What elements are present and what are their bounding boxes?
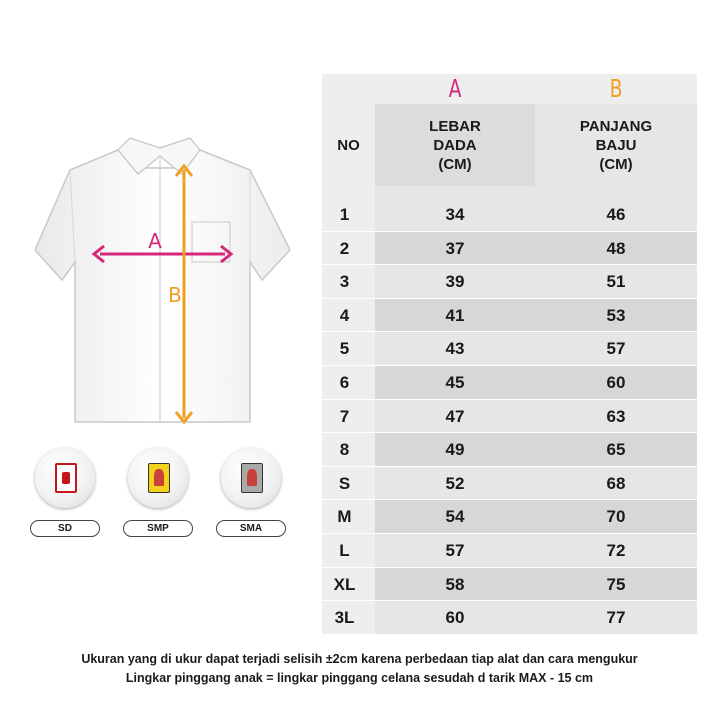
header-b-line3: (CM) bbox=[599, 155, 633, 173]
size-no-cell: 8 bbox=[322, 433, 375, 466]
lebar-dada-cell: 49 bbox=[375, 433, 535, 466]
table-row bbox=[322, 400, 697, 434]
table-row bbox=[322, 265, 697, 299]
table-body bbox=[322, 198, 697, 635]
header-no: NO bbox=[322, 104, 375, 186]
label-a: A bbox=[148, 229, 162, 253]
smp-emblem-icon bbox=[148, 463, 170, 493]
shirt-illustration bbox=[0, 130, 310, 430]
lebar-dada-cell: 54 bbox=[375, 500, 535, 533]
size-no-cell: 7 bbox=[322, 400, 375, 433]
note-line-1: Ukuran yang di ukur dapat terjadi selisih ±2cm karena perbedaan tiap alat dan cara mengukur bbox=[81, 652, 638, 666]
lebar-dada-cell: 57 bbox=[375, 534, 535, 567]
lebar-dada-cell: 58 bbox=[375, 568, 535, 601]
sd-emblem-icon bbox=[55, 463, 77, 493]
panjang-baju-cell: 46 bbox=[535, 198, 697, 231]
badge-sma[interactable] bbox=[216, 448, 286, 548]
badge-label: SD bbox=[30, 520, 100, 537]
lebar-dada-cell: 41 bbox=[375, 299, 535, 332]
column-letter-row bbox=[322, 74, 697, 104]
size-no-cell: 2 bbox=[322, 232, 375, 265]
lebar-dada-cell: 60 bbox=[375, 601, 535, 634]
header-lebar-dada bbox=[375, 104, 535, 186]
badge-label: SMA bbox=[216, 520, 286, 537]
panjang-baju-cell: 48 bbox=[535, 232, 697, 265]
table-row bbox=[322, 534, 697, 568]
lebar-dada-cell: 52 bbox=[375, 467, 535, 500]
column-letter-a: A bbox=[448, 74, 462, 103]
table-row bbox=[322, 198, 697, 232]
table-row bbox=[322, 568, 697, 602]
shirt-icon bbox=[0, 130, 310, 430]
size-no-cell: 5 bbox=[322, 332, 375, 365]
size-no-cell: S bbox=[322, 467, 375, 500]
size-no-cell: 4 bbox=[322, 299, 375, 332]
lebar-dada-cell: 43 bbox=[375, 332, 535, 365]
table-row bbox=[322, 232, 697, 266]
size-no-cell: 1 bbox=[322, 198, 375, 231]
lebar-dada-cell: 39 bbox=[375, 265, 535, 298]
panjang-baju-cell: 77 bbox=[535, 601, 697, 634]
lebar-dada-cell: 34 bbox=[375, 198, 535, 231]
sma-emblem-icon bbox=[241, 463, 263, 493]
table-row bbox=[322, 299, 697, 333]
panjang-baju-cell: 68 bbox=[535, 467, 697, 500]
panjang-baju-cell: 63 bbox=[535, 400, 697, 433]
header-a-line1: LEBAR bbox=[429, 117, 481, 135]
header-a-line2: DADA bbox=[433, 136, 477, 154]
panjang-baju-cell: 51 bbox=[535, 265, 697, 298]
note-line-2: Lingkar pinggang anak = lingkar pinggang celana sesudah d tarik MAX - 15 cm bbox=[125, 671, 594, 685]
school-level-badges bbox=[20, 448, 310, 548]
table-row bbox=[322, 366, 697, 400]
footer-notes bbox=[0, 650, 719, 688]
panjang-baju-cell: 70 bbox=[535, 500, 697, 533]
table-row bbox=[322, 500, 697, 534]
label-b: B bbox=[168, 283, 182, 307]
panjang-baju-cell: 53 bbox=[535, 299, 697, 332]
size-no-cell: M bbox=[322, 500, 375, 533]
size-no-cell: L bbox=[322, 534, 375, 567]
badge-circle bbox=[35, 448, 95, 508]
header-a-line3: (CM) bbox=[438, 155, 472, 173]
panjang-baju-cell: 72 bbox=[535, 534, 697, 567]
badge-sd[interactable] bbox=[30, 448, 100, 548]
lebar-dada-cell: 45 bbox=[375, 366, 535, 399]
panjang-baju-cell: 75 bbox=[535, 568, 697, 601]
table-row bbox=[322, 332, 697, 366]
column-letter-b: B bbox=[609, 74, 623, 103]
letter-spacer bbox=[322, 74, 375, 104]
table-row bbox=[322, 601, 697, 635]
size-no-cell: 3 bbox=[322, 265, 375, 298]
panjang-baju-cell: 65 bbox=[535, 433, 697, 466]
badge-circle bbox=[221, 448, 281, 508]
badge-smp[interactable] bbox=[123, 448, 193, 548]
size-no-cell: 6 bbox=[322, 366, 375, 399]
header-b-line1: PANJANG bbox=[579, 117, 653, 135]
lebar-dada-cell: 37 bbox=[375, 232, 535, 265]
badge-label: SMP bbox=[123, 520, 193, 537]
badge-circle bbox=[128, 448, 188, 508]
table-gap bbox=[322, 186, 697, 198]
header-panjang-baju bbox=[535, 104, 697, 186]
panjang-baju-cell: 60 bbox=[535, 366, 697, 399]
size-chart-table bbox=[322, 74, 697, 635]
size-no-cell: 3L bbox=[322, 601, 375, 634]
table-row bbox=[322, 467, 697, 501]
table-row bbox=[322, 433, 697, 467]
table-header-row bbox=[322, 104, 697, 186]
header-b-line2: BAJU bbox=[595, 136, 637, 154]
panjang-baju-cell: 57 bbox=[535, 332, 697, 365]
lebar-dada-cell: 47 bbox=[375, 400, 535, 433]
size-no-cell: XL bbox=[322, 568, 375, 601]
